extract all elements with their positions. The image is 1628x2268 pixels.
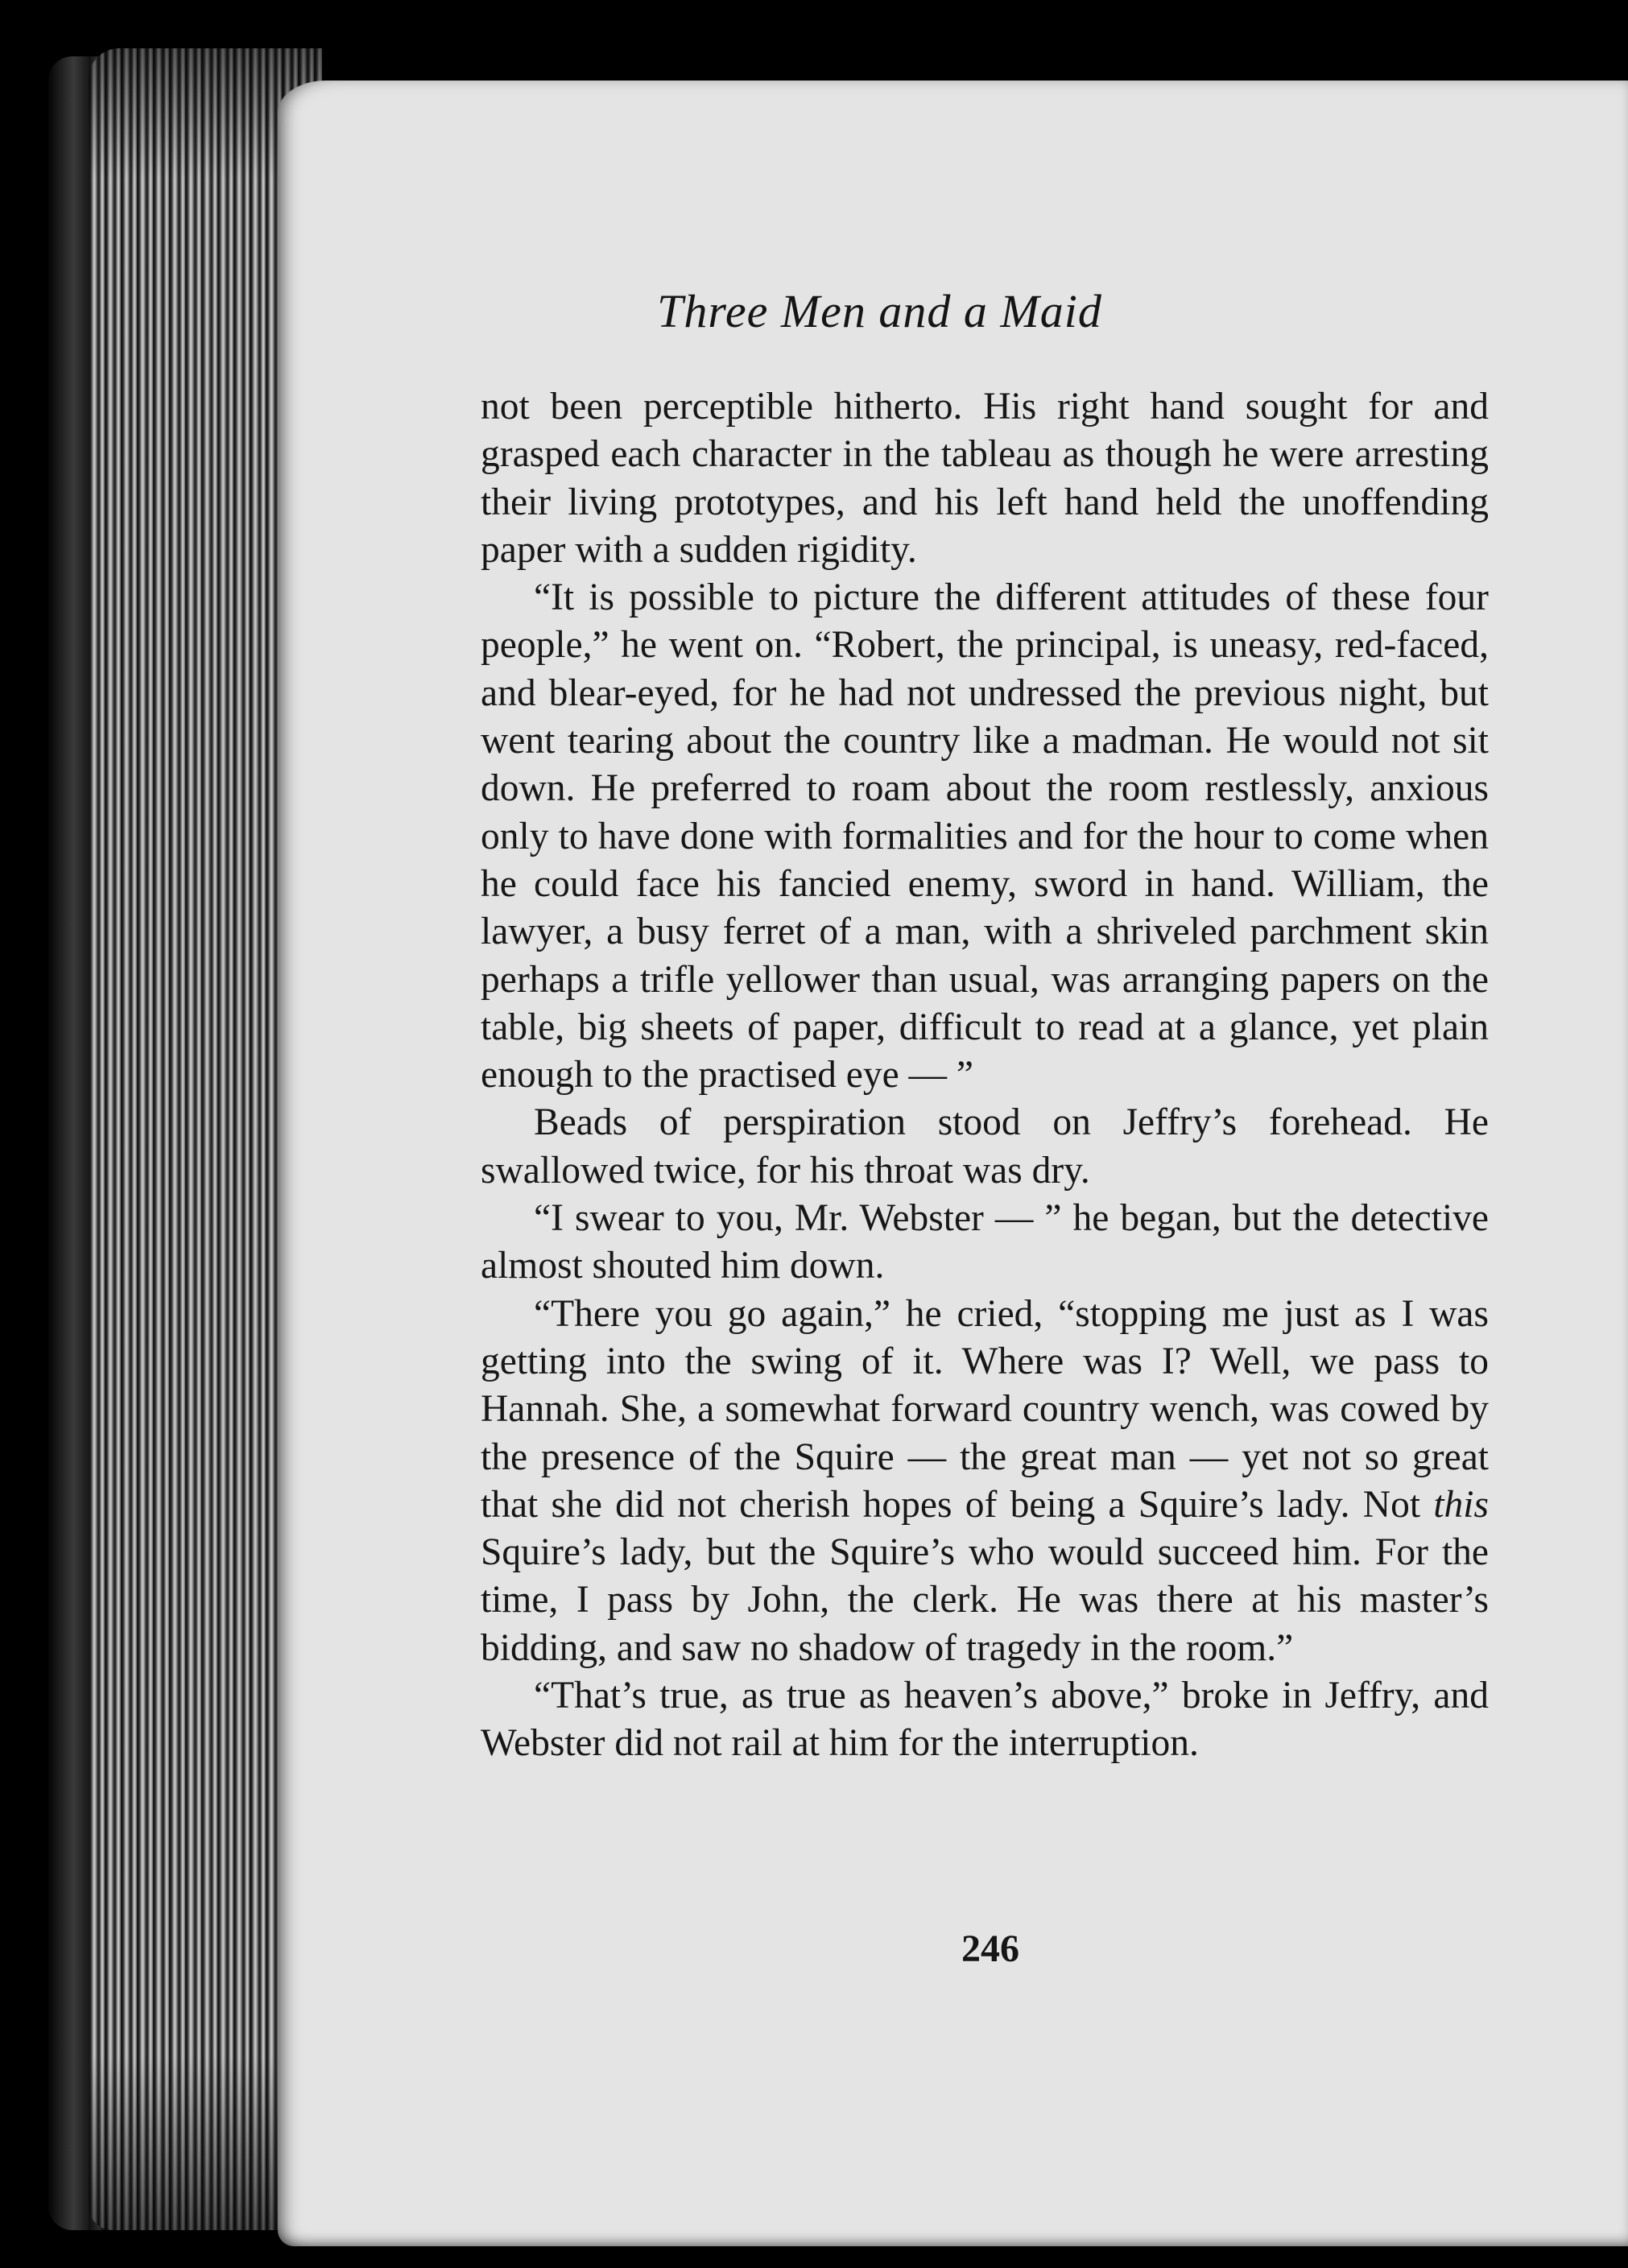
paragraph-1: not been perceptible hitherto. His right hand sought for and grasped each character in the tableau as though he were arresting their living prototypes, and his left hand held the unoffending paper with a sudden rigidity. (481, 386, 1489, 571)
page-number: 246 (961, 1927, 1019, 1970)
running-head: Three Men and a Maid (657, 285, 1102, 337)
paragraph-5: “There you go again,” he cried, “stopping me just as I was getting into the swing of it. Where was I? Well, we pass to Hannah. She, a somewhat forward country wench, was cowed by the presence of the Squire — the great man — yet not so great that she did not cherish hopes of being a Squire’s lady. Not this Squire’s lady, but the Squire’s who would succeed him. For the time, I pass by John, the clerk. He was there at his master’s bidding, and saw no shadow of tragedy in the room.” (481, 1292, 1489, 1669)
paragraph-4: “I swear to you, Mr. Webster — ” he began, but the detective almost shouted him down. (481, 1197, 1489, 1287)
italic-emphasis: this (1433, 1483, 1489, 1526)
paragraph-2: “It is possible to picture the different attitudes of these four people,” he went on. “Robert, the principal, is uneasy, red-faced, and blear-eyed, for he had not undressed the previous night, but went tearing about the country like a madman. He would not sit down. He preferred to roam about the room restlessly, anxious only to have done with formalities and for the hour to come when he could face his fancied enemy, sword in hand. William, the lawyer, a busy ferret of a man, with a shriveled parchment skin perhaps a trifle yellower than usual, was arranging papers on the table, big sheets of paper, difficult to read at a glance, yet plain enough to the practised eye — ” (481, 576, 1489, 1097)
body-text (481, 383, 1489, 1768)
paragraph-3: Beads of perspiration stood on Jeffry’s forehead. He swallowed twice, for his throat was dry. (481, 1101, 1489, 1192)
paragraph-6: “That’s true, as true as heaven’s above,” broke in Jeffry, and Webster did not rail at him for the interruption. (481, 1675, 1489, 1765)
